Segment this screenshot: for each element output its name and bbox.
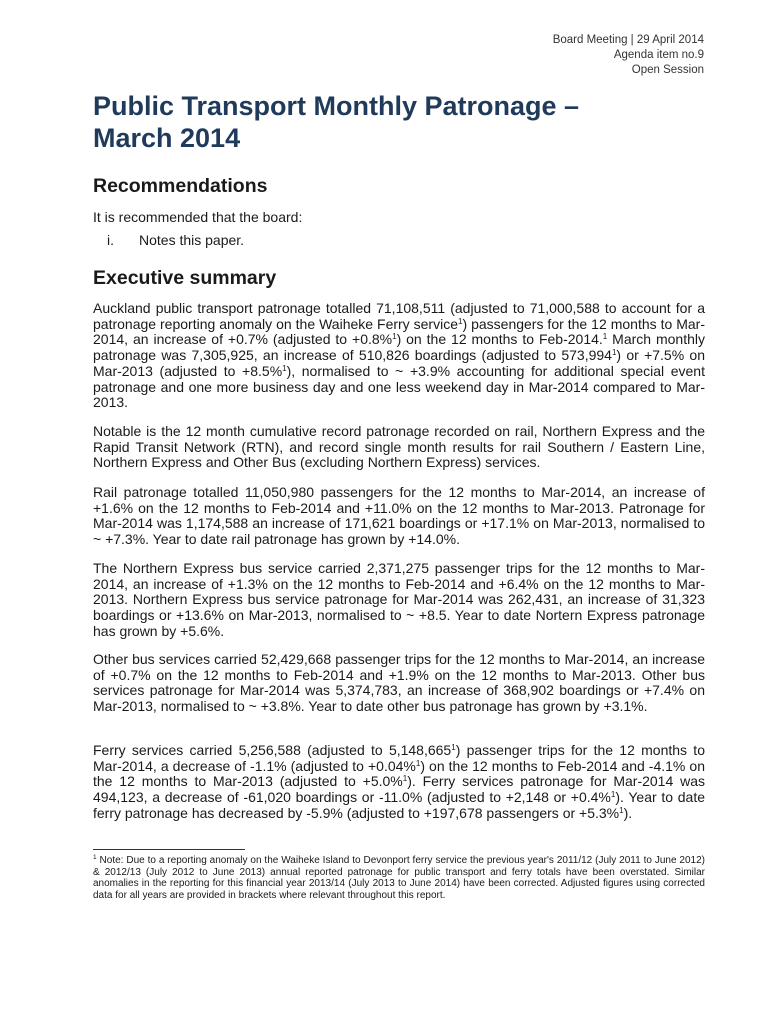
footnote-ref: 1	[282, 363, 287, 373]
recommendation-number: i.	[107, 232, 114, 248]
recommendations-heading: Recommendations	[93, 175, 268, 197]
summary-paragraph-overall: Auckland public transport patronage totalled 71,108,511 (adjusted to 71,000,588 to account for a patronage reporting anomaly on the Waiheke Ferry service$^1$) passengers for the 12 months to Mar-2014, an increase of +0.7% (adjusted to +0.8%$^1$) on the 12 months to Feb-2014.$^1$ March monthly patronage was 7,305,925, an increase of 510,826 boardings (adjusted to 573,994$^1$) or +7.5% on Mar-2013 (adjusted to +8.5%$^1$), normalised to ~ +3.9% accounting for additional special event patronage and one more business day and one less weekend day in Mar-2014 compared to Mar-2013.	[93, 300, 706, 411]
footnote-ref: 1	[392, 332, 397, 342]
footnote-ref: 1	[415, 758, 421, 768]
executive-summary-heading: Executive summary	[93, 267, 277, 289]
session-type: Open Session	[631, 64, 704, 76]
footnote-divider	[93, 849, 245, 850]
footnote-ref: 1	[602, 332, 608, 342]
summary-paragraph-other-bus: Other bus services carried 52,429,668 passenger trips for the 12 months to Mar-2014, an increase of +0.7% on the 12 months to Feb-2014 and +1.9% on the 12 months to Mar-2013. Other bus services patronage for Mar-2014 was 5,374,783, an increase of 368,902 boardings or +7.4% on Mar-2013, normalised to ~ +3.8%. Year to date other bus patronage has grown by +3.1%.	[93, 651, 705, 715]
footnote-marker: 1	[93, 854, 97, 861]
agenda-item: Agenda item no.9	[613, 49, 704, 61]
title-line-2: March 2014	[93, 123, 241, 153]
meeting-header	[553, 33, 704, 78]
recommendation-text: Notes this paper.	[139, 232, 245, 248]
recommendation-item	[107, 231, 244, 249]
footnote-ref: 1	[402, 774, 408, 784]
summary-paragraph-rail: Rail patronage totalled 11,050,980 passengers for the 12 months to Mar-2014, an increase of +1.6% on the 12 months to Feb-2014 and +11.0% on the 12 months to Mar-2013. Patronage for Mar-2014 was 1,174,588 an increase of 171,621 boardings or +17.1% on Mar-2013, normalised to ~ +7.3%. Year to date rail patronage has grown by +14.0%.	[93, 484, 705, 548]
page-title	[93, 90, 713, 154]
summary-paragraph-northern-express: The Northern Express bus service carried 2,371,275 passenger trips for the 12 months to Mar-2014, an increase of +1.3% on the 12 months to Feb-2014 and +6.4% on the 12 months to Mar-2013. Northern Express bus service patronage for Mar-2014 was 262,431, an increase of 31,323 boardings or +13.6% on Mar-2013, normalised to ~ +8.5. Year to date Nortern Express patronage has grown by +5.6%.	[93, 560, 705, 639]
meeting-date: Board Meeting | 29 April 2014	[552, 34, 704, 46]
footnote-ref: 1	[619, 805, 624, 815]
title-line-1: Public Transport Monthly Patronage –	[93, 91, 580, 121]
footnote-ref: 1	[458, 316, 463, 326]
footnote	[93, 855, 705, 901]
summary-paragraph-records: Notable is the 12 month cumulative record patronage recorded on rail, Northern Express and the Rapid Transit Network (RTN), and record single month results for rail Southern / Eastern Line, Northern Express and Other Bus (excluding Northern Express) services.	[93, 423, 705, 471]
footnote-ref: 1	[451, 743, 456, 752]
recommendations-intro: It is recommended that the board:	[93, 209, 303, 225]
footnote-text: Note: Due to a reporting anomaly on the Waiheke Island to Devonport ferry service the previous year's 2011/12 (July 2011 to June 2012) & 2012/13 (July 2012 to June 2013) annual reported patronage for public transport and ferry totals have been overstated. Similar anomalies in the reporting for this financial year 2013/14 (July 2013 to June 2014) have been corrected. Adjusted figures using corrected data for all years are provided in brackets where relevant throughout this report.	[93, 855, 705, 901]
summary-paragraph-ferry: Ferry services carried 5,256,588 (adjusted to 5,148,665$^1$) passenger trips for the 12 months to Mar-2014, a decrease of -1.1% (adjusted to +0.04%$^1$) on the 12 months to Feb-2014 and -4.1% on the 12 months to Mar-2013 (adjusted to +5.0%$^1$). Ferry services patronage for Mar-2014 was 494,123, a decrease of -61,020 boardings or -11.0% (adjusted to +2,148 or +0.4%$^1$). Year to date ferry patronage has decreased by -5.9% (adjusted to +197,678 passengers or +5.3%$^1$).	[93, 742, 705, 821]
footnote-ref: 1	[611, 348, 617, 358]
footnote-ref: 1	[610, 790, 616, 800]
